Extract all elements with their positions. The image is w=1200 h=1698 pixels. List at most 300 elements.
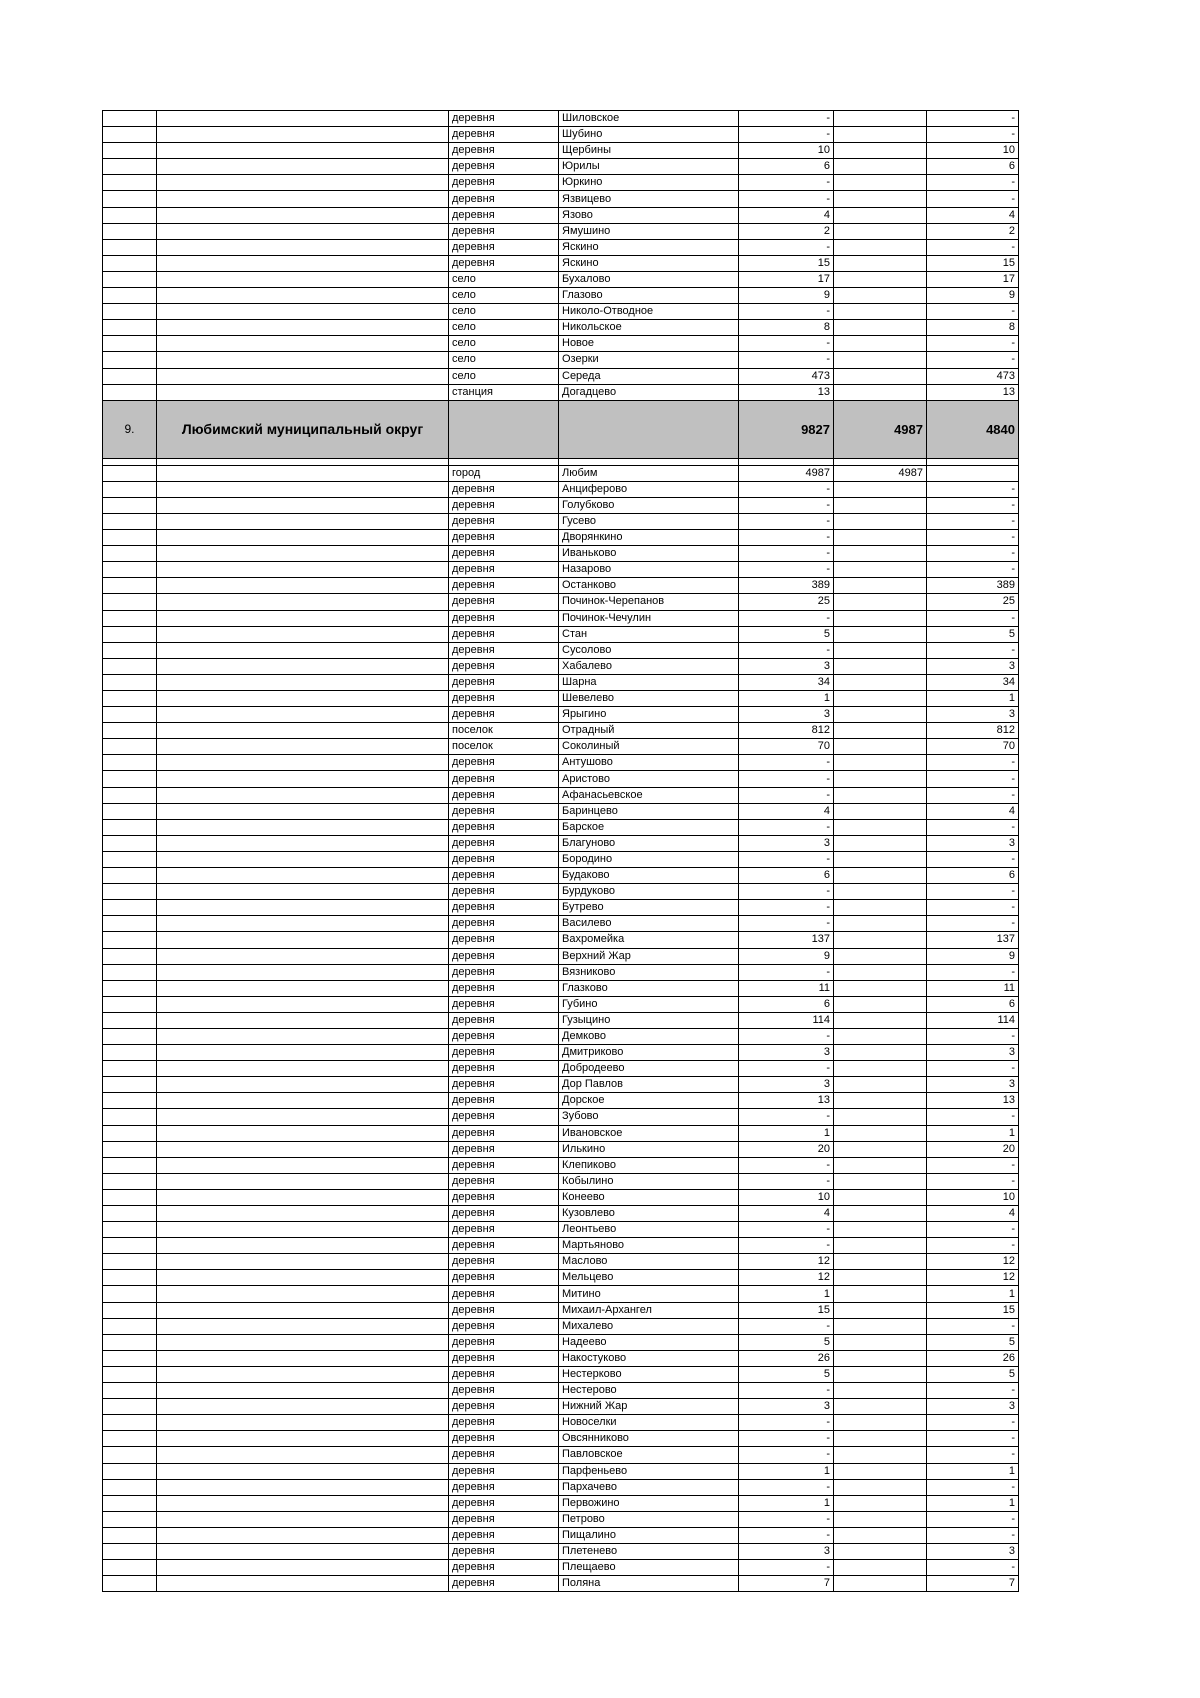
rural-population-cell: 2 [927, 223, 1019, 239]
total-population-cell: 25 [739, 594, 834, 610]
settlement-name-cell: Леонтьево [559, 1222, 739, 1238]
district-cell [157, 1479, 449, 1495]
urban-population-cell [834, 223, 927, 239]
table-row [103, 868, 1019, 884]
index-cell [103, 288, 157, 304]
settlement-name-cell: Вахромейка [559, 932, 739, 948]
settlement-type-cell: деревня [449, 980, 559, 996]
table-row [103, 1463, 1019, 1479]
rural-population-cell: - [927, 1511, 1019, 1527]
total-population-cell: 15 [739, 255, 834, 271]
total-population-cell: - [739, 1222, 834, 1238]
settlement-name-cell: Яскино [559, 239, 739, 255]
urban-population-cell [834, 497, 927, 513]
urban-population-cell [834, 916, 927, 932]
rural-population-cell: - [927, 191, 1019, 207]
total-population-cell: 11 [739, 980, 834, 996]
table-row [103, 1576, 1019, 1592]
rural-population-cell: - [927, 1527, 1019, 1543]
district-cell [157, 1093, 449, 1109]
table-row [103, 143, 1019, 159]
urban-population-cell [834, 851, 927, 867]
rural-population-cell: 12 [927, 1254, 1019, 1270]
total-population-cell: - [739, 530, 834, 546]
total-population-cell: - [739, 111, 834, 127]
urban-population-cell [834, 1093, 927, 1109]
district-cell [157, 223, 449, 239]
rural-population-cell: - [927, 884, 1019, 900]
rural-population-cell: - [927, 1431, 1019, 1447]
table-row [103, 1560, 1019, 1576]
total-population-cell: 1 [739, 1463, 834, 1479]
total-population-cell: 6 [739, 996, 834, 1012]
table-row [103, 739, 1019, 755]
rural-population-cell: - [927, 964, 1019, 980]
index-cell [103, 771, 157, 787]
rural-population-cell: 5 [927, 626, 1019, 642]
table-row [103, 159, 1019, 175]
urban-population-cell [834, 884, 927, 900]
settlement-type-cell: деревня [449, 1366, 559, 1382]
index-cell [103, 1045, 157, 1061]
table-row [103, 127, 1019, 143]
urban-population-cell [834, 143, 927, 159]
settlement-name-cell: Овсянниково [559, 1431, 739, 1447]
district-cell [157, 1399, 449, 1415]
district-cell [157, 884, 449, 900]
table-row [103, 1077, 1019, 1093]
table-row [103, 368, 1019, 384]
urban-population-cell [834, 932, 927, 948]
index-cell [103, 1028, 157, 1044]
index-cell [103, 465, 157, 481]
table-row [103, 336, 1019, 352]
rural-population-cell: 13 [927, 1093, 1019, 1109]
urban-population-cell: 4987 [834, 465, 927, 481]
settlement-type-cell: деревня [449, 884, 559, 900]
urban-population-cell [834, 819, 927, 835]
settlement-name-cell: Хабалево [559, 658, 739, 674]
total-population-cell: - [739, 900, 834, 916]
settlement-name-cell: Дорское [559, 1093, 739, 1109]
settlement-type-cell: деревня [449, 1383, 559, 1399]
index-cell [103, 207, 157, 223]
total-population-cell: 3 [739, 707, 834, 723]
rural-population-cell: - [927, 900, 1019, 916]
district-cell [157, 1173, 449, 1189]
settlement-name-cell: Будаково [559, 868, 739, 884]
settlement-type-cell: деревня [449, 900, 559, 916]
table-row [103, 1431, 1019, 1447]
district-cell [157, 1125, 449, 1141]
index-cell [103, 1254, 157, 1270]
settlement-name-cell: Дворянкино [559, 530, 739, 546]
index-cell [103, 497, 157, 513]
total-population-cell: 10 [739, 1189, 834, 1205]
index-cell [103, 1141, 157, 1157]
index-cell [103, 1238, 157, 1254]
settlement-name-cell: Павловское [559, 1447, 739, 1463]
total-population-cell: 5 [739, 1366, 834, 1382]
settlement-type-cell: деревня [449, 594, 559, 610]
settlement-type-cell: деревня [449, 239, 559, 255]
urban-population-cell [834, 803, 927, 819]
settlement-name-cell: Глазково [559, 980, 739, 996]
table-row [103, 1543, 1019, 1559]
district-cell [157, 368, 449, 384]
settlement-name-cell: Бурдуково [559, 884, 739, 900]
urban-population-cell [834, 530, 927, 546]
district-cell [157, 111, 449, 127]
settlement-type-cell: деревня [449, 513, 559, 529]
district-cell [157, 1511, 449, 1527]
table-row [103, 207, 1019, 223]
table-row [103, 1286, 1019, 1302]
total-population-cell: 6 [739, 159, 834, 175]
total-population-cell: - [739, 481, 834, 497]
table-row [103, 304, 1019, 320]
district-cell [157, 384, 449, 400]
total-population-cell: 4987 [739, 465, 834, 481]
table-row [103, 1109, 1019, 1125]
district-cell [157, 819, 449, 835]
rural-population-cell: - [927, 1447, 1019, 1463]
urban-population-cell [834, 691, 927, 707]
rural-population-cell: - [927, 1318, 1019, 1334]
settlement-type-cell: деревня [449, 674, 559, 690]
district-cell [157, 1077, 449, 1093]
table-row [103, 1189, 1019, 1205]
table-row [103, 223, 1019, 239]
rural-population-cell: 812 [927, 723, 1019, 739]
index-cell [103, 964, 157, 980]
table-row [103, 755, 1019, 771]
district-cell [157, 642, 449, 658]
index-cell [103, 255, 157, 271]
urban-population-cell [834, 964, 927, 980]
index-cell [103, 868, 157, 884]
settlement-type-cell: деревня [449, 819, 559, 835]
section-header-row [103, 400, 1019, 458]
settlement-name-cell: Юркино [559, 175, 739, 191]
settlement-type-cell: деревня [449, 1189, 559, 1205]
total-population-cell: - [739, 1109, 834, 1125]
rural-population-cell: - [927, 642, 1019, 658]
urban-population-cell [834, 1189, 927, 1205]
urban-population-cell [834, 1286, 927, 1302]
table-row [103, 546, 1019, 562]
urban-population-cell [834, 1479, 927, 1495]
rural-population-cell: 3 [927, 835, 1019, 851]
index-cell [103, 723, 157, 739]
settlement-type-cell: деревня [449, 1141, 559, 1157]
urban-population-cell [834, 1576, 927, 1592]
urban-population-cell [834, 481, 927, 497]
settlement-name-cell: Ямушино [559, 223, 739, 239]
total-population-cell: - [739, 1028, 834, 1044]
total-population-cell: 3 [739, 1543, 834, 1559]
district-cell [157, 1286, 449, 1302]
table-row [103, 1318, 1019, 1334]
urban-population-cell [834, 868, 927, 884]
section-block [103, 400, 1019, 465]
settlement-name-cell: Антушово [559, 755, 739, 771]
rural-population-cell: 389 [927, 578, 1019, 594]
settlement-name-cell: Язвицево [559, 191, 739, 207]
district-cell [157, 626, 449, 642]
district-cell [157, 996, 449, 1012]
table-row [103, 497, 1019, 513]
urban-population-cell [834, 835, 927, 851]
district-cell [157, 1061, 449, 1077]
district-cell [157, 1463, 449, 1479]
rural-population-cell: 4 [927, 207, 1019, 223]
district-cell [157, 851, 449, 867]
table-row [103, 642, 1019, 658]
urban-population-cell [834, 1270, 927, 1286]
settlement-type-cell: деревня [449, 1173, 559, 1189]
urban-population-cell [834, 1334, 927, 1350]
urban-population-cell [834, 384, 927, 400]
district-cell [157, 658, 449, 674]
total-population-cell: - [739, 1173, 834, 1189]
settlements-table [102, 110, 1019, 1592]
total-population-cell: - [739, 755, 834, 771]
rural-population-cell: - [927, 819, 1019, 835]
index-cell [103, 642, 157, 658]
total-population-cell: 13 [739, 384, 834, 400]
rural-population-cell: 15 [927, 255, 1019, 271]
rural-population-cell: 3 [927, 658, 1019, 674]
district-cell [157, 1447, 449, 1463]
district-cell [157, 159, 449, 175]
index-cell [103, 562, 157, 578]
settlement-name-cell: Добродеево [559, 1061, 739, 1077]
rural-population-cell: - [927, 352, 1019, 368]
total-population-cell: 70 [739, 739, 834, 755]
district-cell [157, 1109, 449, 1125]
total-population-cell: 1 [739, 1495, 834, 1511]
rural-population-cell: - [927, 1109, 1019, 1125]
total-population-cell: 3 [739, 1399, 834, 1415]
settlement-type-cell: деревня [449, 932, 559, 948]
urban-population-cell [834, 255, 927, 271]
rural-population-cell: - [927, 1157, 1019, 1173]
index-cell [103, 191, 157, 207]
table-row [103, 1334, 1019, 1350]
table-row [103, 1511, 1019, 1527]
settlement-type-cell: деревня [449, 175, 559, 191]
urban-population-cell [834, 1028, 927, 1044]
rural-population-cell: 3 [927, 1399, 1019, 1415]
settlement-name-cell: Починок-Чечулин [559, 610, 739, 626]
table-row [103, 1447, 1019, 1463]
settlement-type-cell: деревня [449, 1560, 559, 1576]
rural-population-cell: 3 [927, 1543, 1019, 1559]
total-population-cell: 2 [739, 223, 834, 239]
urban-population-cell [834, 723, 927, 739]
index-cell [103, 932, 157, 948]
table-row [103, 1366, 1019, 1382]
index-cell [103, 159, 157, 175]
total-population-cell: 3 [739, 658, 834, 674]
settlement-name-cell: Василево [559, 916, 739, 932]
urban-population-cell [834, 980, 927, 996]
index-cell [103, 1399, 157, 1415]
urban-population-cell [834, 1543, 927, 1559]
settlement-type-cell: деревня [449, 191, 559, 207]
rural-population-cell: - [927, 175, 1019, 191]
rural-population-cell: - [927, 1028, 1019, 1044]
settlement-type-cell: село [449, 336, 559, 352]
settlement-type-cell: деревня [449, 771, 559, 787]
rural-population-cell: - [927, 916, 1019, 932]
settlement-name-cell: Юрилы [559, 159, 739, 175]
total-population-cell: 3 [739, 1077, 834, 1093]
total-population-cell: 17 [739, 271, 834, 287]
index-cell [103, 1125, 157, 1141]
total-population-cell: - [739, 1431, 834, 1447]
urban-population-cell [834, 1077, 927, 1093]
district-cell [157, 932, 449, 948]
settlement-type-cell: деревня [449, 1270, 559, 1286]
urban-population-cell [834, 127, 927, 143]
table-row [103, 1350, 1019, 1366]
settlement-name-cell: Дмитриково [559, 1045, 739, 1061]
total-population-cell: 12 [739, 1254, 834, 1270]
settlement-name-cell: Накостуково [559, 1350, 739, 1366]
rural-population-cell: 70 [927, 739, 1019, 755]
settlement-type-cell: деревня [449, 1157, 559, 1173]
urban-population-cell [834, 336, 927, 352]
index-cell [103, 916, 157, 932]
index-cell [103, 755, 157, 771]
total-population-cell: - [739, 1415, 834, 1431]
district-cell [157, 964, 449, 980]
district-cell [157, 739, 449, 755]
table-row [103, 288, 1019, 304]
settlement-type-cell: деревня [449, 546, 559, 562]
index-cell [103, 530, 157, 546]
district-cell [157, 513, 449, 529]
rows-after-section [103, 465, 1019, 1592]
index-cell [103, 691, 157, 707]
table-row [103, 835, 1019, 851]
urban-population-cell [834, 1415, 927, 1431]
district-cell [157, 481, 449, 497]
table-row [103, 465, 1019, 481]
table-row [103, 1383, 1019, 1399]
rural-population-cell: 1 [927, 1286, 1019, 1302]
settlement-type-cell: деревня [449, 1431, 559, 1447]
total-population-cell: - [739, 127, 834, 143]
settlement-name-cell: Догадцево [559, 384, 739, 400]
total-population-cell: 7 [739, 1576, 834, 1592]
district-cell [157, 239, 449, 255]
rural-population-cell: 34 [927, 674, 1019, 690]
urban-population-cell [834, 159, 927, 175]
total-population-cell: - [739, 546, 834, 562]
urban-population-cell [834, 546, 927, 562]
index-cell [103, 1350, 157, 1366]
district-cell [157, 191, 449, 207]
total-population-cell: 4 [739, 1206, 834, 1222]
settlement-name-cell: Демково [559, 1028, 739, 1044]
settlement-type-cell: деревня [449, 1061, 559, 1077]
table-row [103, 1270, 1019, 1286]
rural-population-cell: - [927, 304, 1019, 320]
table-row [103, 787, 1019, 803]
total-population-cell: - [739, 1527, 834, 1543]
settlement-type-cell: деревня [449, 1045, 559, 1061]
rural-population-cell: - [927, 1479, 1019, 1495]
table-row [103, 851, 1019, 867]
index-cell [103, 739, 157, 755]
urban-population-cell [834, 111, 927, 127]
settlement-name-cell: Починок-Черепанов [559, 594, 739, 610]
total-population-cell: 5 [739, 626, 834, 642]
settlement-type-cell: деревня [449, 1463, 559, 1479]
total-population-cell: 6 [739, 868, 834, 884]
urban-population-cell [834, 674, 927, 690]
index-cell [103, 239, 157, 255]
rural-population-cell: 473 [927, 368, 1019, 384]
total-population-cell: - [739, 239, 834, 255]
index-cell [103, 1318, 157, 1334]
urban-population-cell [834, 175, 927, 191]
district-cell [157, 1045, 449, 1061]
table-row [103, 900, 1019, 916]
rural-population-cell: - [927, 771, 1019, 787]
rural-population-cell: - [927, 562, 1019, 578]
district-cell [157, 1206, 449, 1222]
index-cell [103, 1222, 157, 1238]
settlement-name-cell: Любим [559, 465, 739, 481]
settlement-name-cell: Гузыцино [559, 1012, 739, 1028]
table-row [103, 111, 1019, 127]
settlement-type-cell: деревня [449, 223, 559, 239]
settlement-type-cell: деревня [449, 1495, 559, 1511]
index-cell [103, 1415, 157, 1431]
index-cell [103, 1543, 157, 1559]
table-row [103, 578, 1019, 594]
rural-population-cell: - [927, 1173, 1019, 1189]
settlement-type-cell: деревня [449, 1527, 559, 1543]
settlement-name-cell: Бухалово [559, 271, 739, 287]
settlement-name-cell: Шубино [559, 127, 739, 143]
settlement-type-cell: деревня [449, 964, 559, 980]
settlement-name-cell: Стан [559, 626, 739, 642]
rural-population-cell: 3 [927, 1077, 1019, 1093]
district-cell [157, 1141, 449, 1157]
settlement-type-cell: деревня [449, 1286, 559, 1302]
settlement-name-cell: Щербины [559, 143, 739, 159]
settlement-name-cell: Благуново [559, 835, 739, 851]
total-population-cell: 15 [739, 1302, 834, 1318]
index-cell [103, 223, 157, 239]
settlement-type-cell: деревня [449, 497, 559, 513]
total-population-cell: - [739, 562, 834, 578]
urban-population-cell [834, 1206, 927, 1222]
total-population-cell: - [739, 352, 834, 368]
district-cell [157, 1222, 449, 1238]
settlement-name-cell: Шарна [559, 674, 739, 690]
table-row [103, 996, 1019, 1012]
rural-population-cell: - [927, 610, 1019, 626]
table-row [103, 674, 1019, 690]
rural-population-cell: 3 [927, 707, 1019, 723]
district-cell [157, 1238, 449, 1254]
